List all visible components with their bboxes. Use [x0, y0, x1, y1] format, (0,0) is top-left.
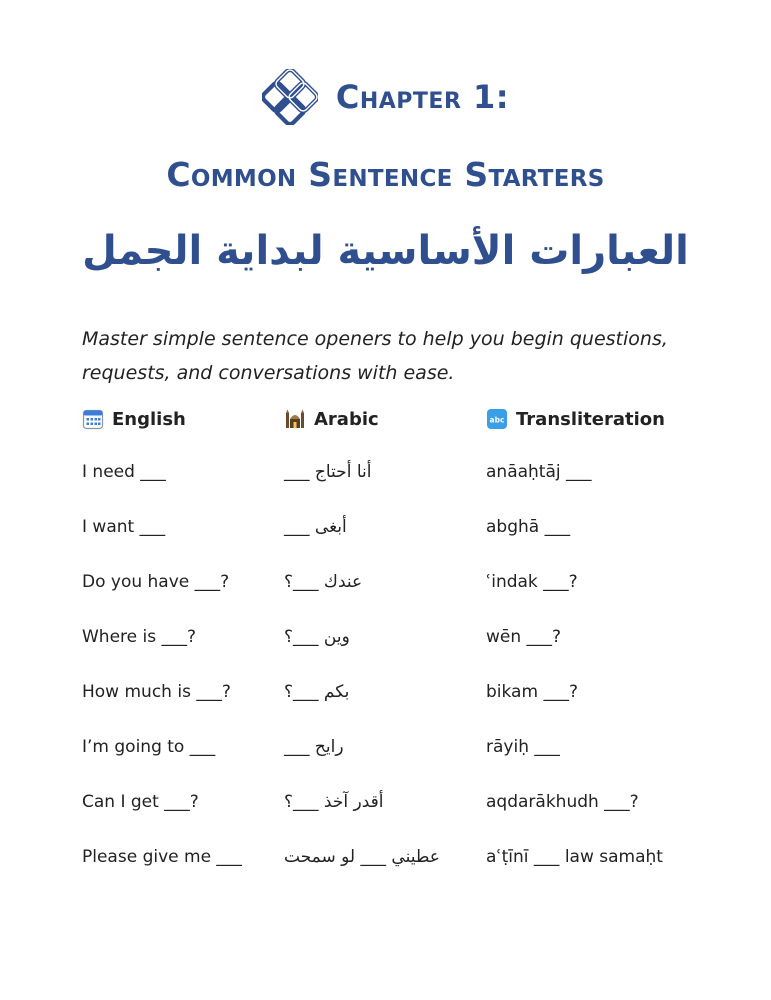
table-row [82, 668, 702, 723]
intro-text: Master simple sentence openers to help you begin questions, requests, and conversations with ease. [82, 328, 668, 384]
arabic-cell: بكم ___؟ [284, 682, 350, 702]
english-cell: I’m going to ___ [82, 737, 216, 757]
arabic-cell: عطيني ___ لو سمحت [284, 847, 440, 867]
calendar-icon [82, 408, 104, 430]
arabic-cell: وين ___؟ [284, 627, 350, 647]
table-header-row [82, 408, 702, 448]
transliteration-cell: aʿṭīnī ___ law samaḥt [486, 847, 663, 867]
table-row [82, 503, 702, 558]
header-english-label: English [112, 408, 186, 430]
english-cell: Please give me ___ [82, 847, 242, 867]
svg-text:abc: abc [489, 415, 505, 425]
mosque-icon [284, 408, 306, 430]
transliteration-cell: rāyiḥ ___ [486, 737, 560, 757]
arabic-cell: أقدر آخذ ___؟ [284, 792, 384, 812]
english-cell: I need ___ [82, 462, 166, 482]
table-row [82, 833, 702, 888]
transliteration-cell: abghā ___ [486, 517, 571, 537]
arabic-cell: عندك ___؟ [284, 572, 363, 592]
header-english [82, 408, 186, 430]
page-subtitle: Common Sentence Starters [166, 155, 605, 194]
table-row [82, 558, 702, 613]
table-row [82, 778, 702, 833]
arabic-cell: أنا أحتاج ___ [284, 462, 372, 482]
header-arabic-label: Arabic [314, 408, 379, 430]
chapter-line [0, 62, 771, 132]
arabic-cell: رايح ___ [284, 737, 344, 757]
chapter-title: Chapter 1: [335, 78, 510, 116]
header-arabic [284, 408, 379, 430]
transliteration-cell: bikam ___? [486, 682, 578, 702]
abc-input-icon [486, 408, 508, 430]
transliteration-cell: ʿindak ___? [486, 572, 578, 592]
english-cell: How much is ___? [82, 682, 231, 702]
arabic-cell: أبغى ___ [284, 517, 347, 537]
english-cell: Where is ___? [82, 627, 197, 647]
english-cell: Do you have ___? [82, 572, 230, 592]
english-cell: Can I get ___? [82, 792, 199, 812]
celtic-knot-icon [262, 69, 318, 125]
table-row [82, 723, 702, 778]
table-row [82, 448, 702, 503]
arabic-title: العبارات الأساسية لبداية الجمل [82, 228, 689, 274]
phrase-table [82, 408, 702, 888]
header-transliteration-label: Transliteration [516, 408, 665, 430]
english-cell: I want ___ [82, 517, 166, 537]
transliteration-cell: aqdarākhudh ___? [486, 792, 639, 812]
transliteration-cell: anāaḥtāj ___ [486, 462, 592, 482]
header-transliteration [486, 408, 665, 430]
table-row [82, 613, 702, 668]
transliteration-cell: wēn ___? [486, 627, 562, 647]
